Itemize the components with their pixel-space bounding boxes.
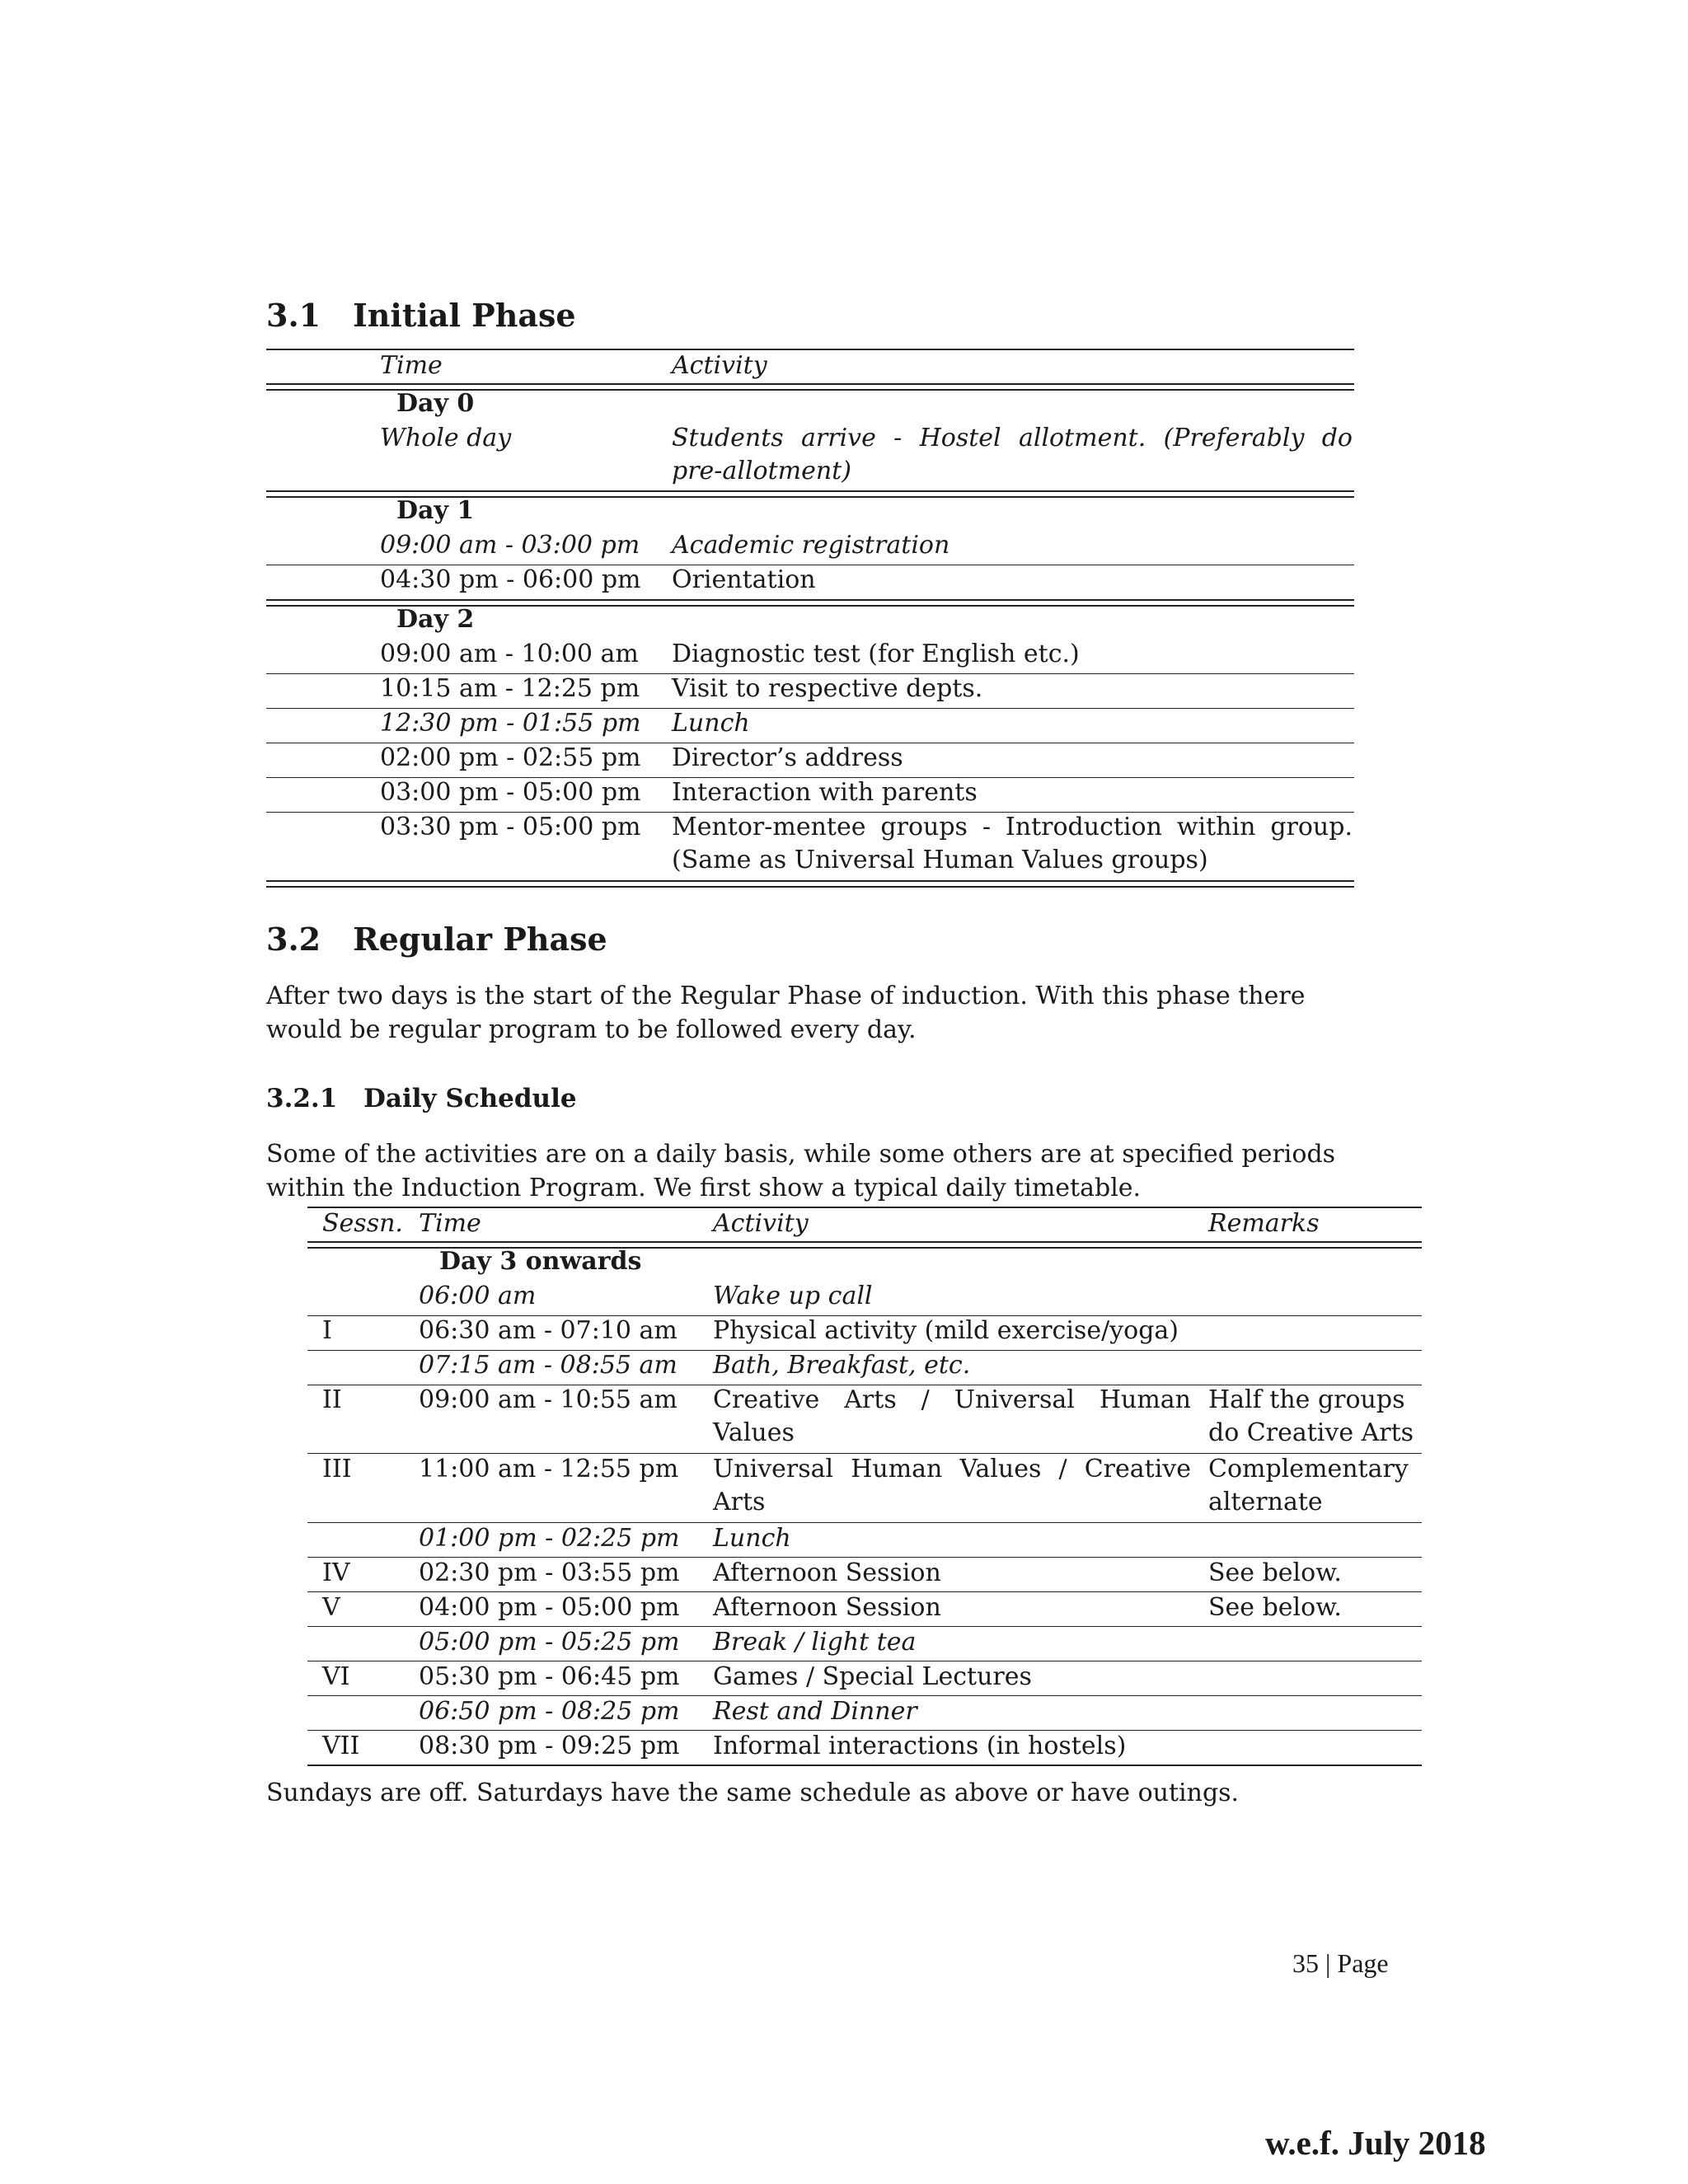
table-row-activity: Mentor-mentee groups - Introduction within group. (Same as Universal Human Values groups) — [672, 813, 1353, 874]
table-row-sessn: IV — [322, 1558, 350, 1587]
section-3-1-heading — [266, 297, 576, 334]
table-row-sessn: VI — [322, 1662, 350, 1691]
table-row-time: 09:00 am - 10:00 am — [380, 640, 639, 668]
table-row-activity: Orientation — [672, 565, 816, 594]
day-0-activity: Students arrive - Hostel allotment. (Preferably do pre-allotment) — [672, 424, 1353, 485]
header-sessn: Sessn. — [322, 1209, 403, 1238]
table-row-activity: Academic registration — [672, 531, 950, 560]
table-row-time: 10:15 am - 12:25 pm — [380, 674, 640, 703]
table-row-activity: Bath, Breakfast, etc. — [713, 1351, 971, 1380]
table-row-time: 02:30 pm - 03:55 pm — [419, 1558, 680, 1587]
initial-phase-table — [266, 346, 1354, 890]
regular-phase-paragraph: After two days is the start of the Regular Phase of induction. With this phase there would be regular program to be followed every day. — [266, 982, 1306, 1044]
table-row-activity: Wake up call — [713, 1282, 873, 1310]
header-activity: Activity — [672, 351, 767, 380]
table-row-activity: Lunch — [672, 709, 750, 738]
header-activity: Activity — [713, 1209, 809, 1238]
table-row-time: 04:30 pm - 06:00 pm — [380, 565, 641, 594]
closing-paragraph: Sundays are off. Saturdays have the same schedule as above or have outings. — [266, 1779, 1240, 1807]
table-row-activity: Visit to respective depts. — [672, 674, 983, 703]
table-row-time: 03:00 pm - 05:00 pm — [380, 778, 641, 807]
table-row-time: 11:00 am - 12:55 pm — [419, 1455, 679, 1483]
table-bottom-rule — [266, 880, 1354, 888]
section-title: Initial Phase — [353, 297, 576, 334]
table-row-activity: Interaction with parents — [672, 778, 978, 807]
daily-schedule-paragraph: Some of the activities are on a daily basis, while some others are at specified periods within the Induction Program. We first show a typical daily timetable. — [266, 1140, 1336, 1202]
table-row-time: 01:00 pm - 02:25 pm — [419, 1524, 680, 1553]
table-row-time: 08:30 pm - 09:25 pm — [419, 1732, 680, 1760]
table-row-sessn: V — [322, 1593, 340, 1622]
table-row-time: 06:50 pm - 08:25 pm — [419, 1697, 680, 1726]
page-number: 35 | Page — [1292, 1948, 1389, 1978]
table-row-sessn: I — [322, 1316, 332, 1345]
table-row-activity: Director’s address — [672, 743, 903, 772]
table-row-activity: Break / light tea — [713, 1628, 917, 1657]
table-row-time: 05:00 pm - 05:25 pm — [419, 1628, 680, 1657]
table-bottom-rule — [307, 1765, 1422, 1766]
table-row-sessn: II — [322, 1385, 342, 1414]
day-1-label: Day 1 — [396, 496, 475, 525]
section-3-2-heading — [266, 921, 607, 958]
table-row-time: 07:15 am - 08:55 am — [419, 1351, 678, 1380]
header-time: Time — [419, 1209, 481, 1238]
table-row-sessn: VII — [322, 1732, 360, 1760]
table-row-remarks: Half the groups do Creative Arts — [1208, 1385, 1414, 1447]
section-number: 3.2.1 — [266, 1084, 338, 1113]
day-2-label: Day 2 — [396, 605, 475, 634]
table-row-activity: Afternoon Session — [713, 1558, 941, 1587]
table-row-time: 06:00 am — [419, 1282, 537, 1310]
table-row-time: 05:30 pm - 06:45 pm — [419, 1662, 680, 1691]
table-row-remarks: See below. — [1208, 1558, 1342, 1587]
table-row-activity: Creative Arts / Universal Human Values — [713, 1385, 1191, 1447]
section-3-2-1-heading — [266, 1084, 577, 1113]
table-row-time: 09:00 am - 03:00 pm — [380, 531, 640, 560]
header-time: Time — [380, 351, 443, 380]
table-row-activity: Afternoon Session — [713, 1593, 941, 1622]
section-number: 3.1 — [266, 297, 321, 334]
table-row-time: 06:30 am - 07:10 am — [419, 1316, 678, 1345]
effective-date: w.e.f. July 2018 — [1265, 2124, 1486, 2162]
header-remarks: Remarks — [1208, 1209, 1320, 1238]
table-row-time: 09:00 am - 10:55 am — [419, 1385, 678, 1414]
table-row-activity: Informal interactions (in hostels) — [713, 1732, 1127, 1760]
table-row-activity: Physical activity (mild exercise/yoga) — [713, 1316, 1179, 1345]
daily-schedule-table — [307, 1204, 1422, 1771]
day-0-label: Day 0 — [396, 389, 475, 418]
section-title: Regular Phase — [353, 921, 607, 958]
table-row-remarks: Complementary alternate — [1208, 1455, 1409, 1516]
table-row-activity: Diagnostic test (for English etc.) — [672, 640, 1080, 668]
table-row-activity: Lunch — [713, 1524, 791, 1553]
table-row-time: 12:30 pm - 01:55 pm — [380, 709, 641, 738]
table-row-time: 02:00 pm - 02:55 pm — [380, 743, 641, 772]
section-title: Daily Schedule — [363, 1084, 577, 1113]
day-3-label: Day 3 onwards — [439, 1247, 642, 1276]
table-row-sessn: III — [322, 1455, 352, 1483]
section-number: 3.2 — [266, 921, 321, 958]
table-row-time: 03:30 pm - 05:00 pm — [380, 813, 641, 841]
table-row-activity: Rest and Dinner — [713, 1697, 917, 1726]
table-row-remarks: See below. — [1208, 1593, 1342, 1622]
table-row-activity: Universal Human Values / Creative Arts — [713, 1455, 1191, 1516]
table-row-time: 04:00 pm - 05:00 pm — [419, 1593, 680, 1622]
table-row-activity: Games / Special Lectures — [713, 1662, 1032, 1691]
day-0-time: Whole day — [380, 424, 512, 452]
